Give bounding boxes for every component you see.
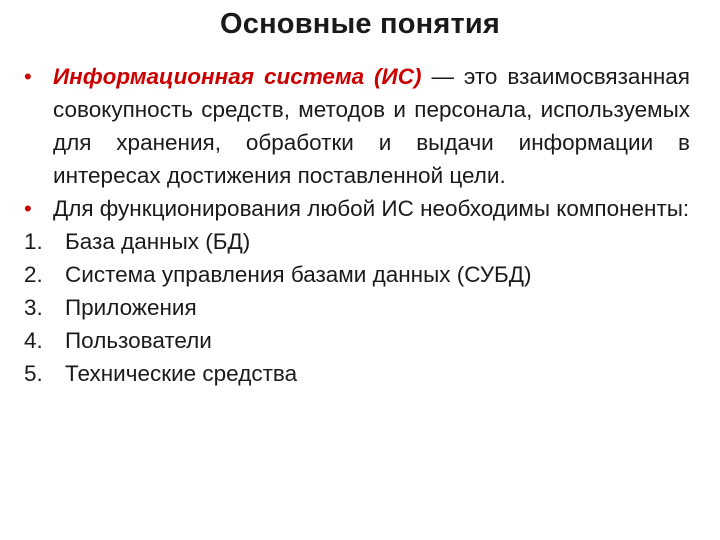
bullet-text [53, 60, 690, 192]
list-item [24, 225, 690, 258]
list-item [24, 357, 690, 390]
list-number: 3. [24, 295, 43, 320]
definition-term: Информационная система (ИС) [53, 64, 422, 89]
list-text: Система управления базами данных (СУБД) [65, 262, 532, 287]
list-text: Приложения [65, 295, 197, 320]
bullet-item [24, 192, 690, 225]
list-number: 2. [24, 262, 43, 287]
list-number: 5. [24, 361, 43, 386]
list-item [24, 291, 690, 324]
list-text: Пользователи [65, 328, 212, 353]
list-item [24, 324, 690, 357]
page-title: Основные понятия [219, 8, 501, 40]
bullet-icon: • [24, 64, 32, 89]
list-text: Технические средства [65, 361, 298, 386]
list-number: 1. [24, 229, 43, 254]
content-body [24, 60, 690, 390]
bullet-text: Для функционирования любой ИС необходимы компоненты: [53, 196, 690, 221]
bullet-icon: • [24, 196, 32, 221]
list-text: База данных (БД) [65, 229, 251, 254]
definition-text: — это взаимосвязанная совокупность средств, методов и персонала, используемых для хранения, обработки и выдачи информации в интересах достижения поставленной цели. [53, 64, 690, 188]
list-number: 4. [24, 328, 43, 353]
list-item [24, 258, 690, 291]
bullet-item [24, 60, 690, 192]
